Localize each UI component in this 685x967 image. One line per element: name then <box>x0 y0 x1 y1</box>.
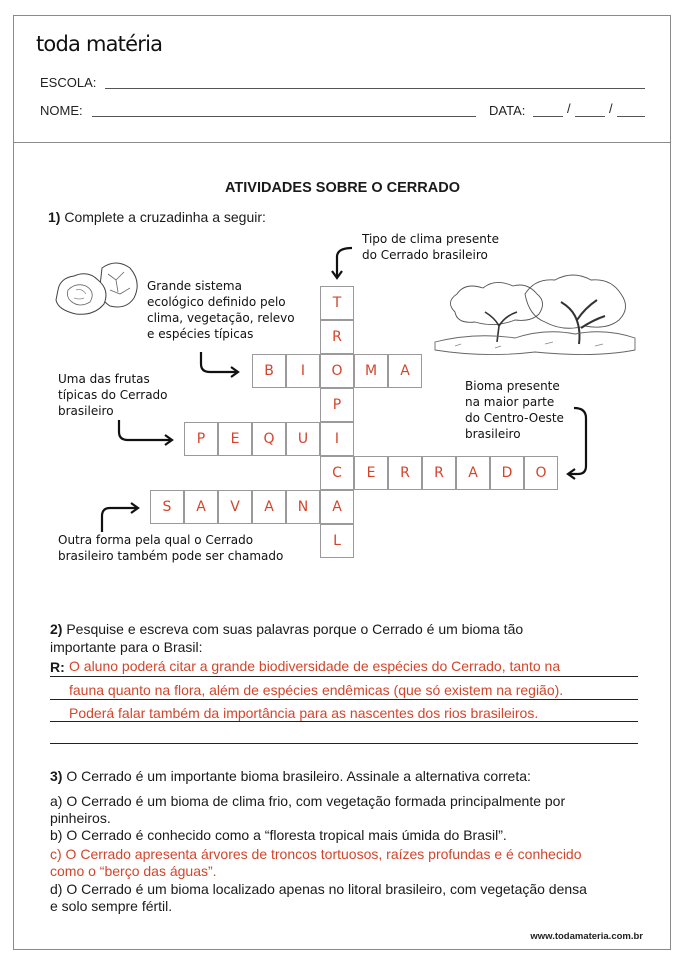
crossword-cell[interactable]: E <box>218 422 252 456</box>
date-day-field[interactable] <box>533 116 563 117</box>
crossword-cell[interactable]: N <box>286 490 320 524</box>
clue-line: típicas do Cerrado <box>58 388 168 402</box>
logo: toda matéria <box>36 32 163 56</box>
question-number: 2) <box>50 621 63 637</box>
date-month-field[interactable] <box>575 116 605 117</box>
clue-line: brasileiro <box>465 427 521 441</box>
option-b[interactable] <box>50 827 650 844</box>
option-d[interactable] <box>50 881 650 915</box>
arrow-down-icon <box>328 246 358 282</box>
crossword-cell[interactable]: E <box>354 456 388 490</box>
question-text: Complete a cruzadinha a seguir: <box>64 209 266 225</box>
answer-label: R: <box>50 659 65 675</box>
clue-line: Uma das frutas <box>58 372 150 386</box>
clue-line: Outra forma pela qual o Cerrado <box>58 533 254 547</box>
crossword-cell[interactable]: S <box>150 490 184 524</box>
date-year-field[interactable] <box>617 116 645 117</box>
footer-url[interactable]: www.todamateria.com.br <box>530 931 643 942</box>
question-text: importante para o Brasil: <box>50 639 203 655</box>
answer-line-1: O aluno poderá citar a grande biodiversidade de espécies do Cerrado, tanto na <box>69 658 561 674</box>
date-separator: / <box>609 101 613 116</box>
clue-line: do Cerrado brasileiro <box>362 248 488 262</box>
question-1 <box>48 208 266 226</box>
crossword-cell[interactable]: L <box>320 524 354 558</box>
date-label: DATA: <box>489 103 526 118</box>
option-text: a) O Cerrado é um bioma de clima frio, com vegetação formada principalmente por <box>50 793 566 809</box>
cerrado-tree-illustration <box>435 272 635 367</box>
crossword-cell[interactable]: I <box>286 354 320 388</box>
clue-pequi <box>58 371 168 419</box>
answer-rule <box>50 721 638 722</box>
clue-line: ecológico definido pelo <box>147 295 286 309</box>
option-text: e solo sempre fértil. <box>50 898 173 914</box>
clue-line: Bioma presente <box>465 379 560 393</box>
arrow-right-icon <box>116 418 178 446</box>
crossword-cell[interactable]: C <box>320 456 354 490</box>
option-text: d) O Cerrado é um bioma localizado apenas no litoral brasileiro, com vegetação densa <box>50 881 587 897</box>
pequi-fruit-illustration <box>50 260 145 320</box>
clue-line: e espécies típicas <box>147 327 254 341</box>
school-field[interactable] <box>105 88 645 89</box>
crossword-cell[interactable]: I <box>320 422 354 456</box>
crossword-cell[interactable]: M <box>354 354 388 388</box>
answer-rule <box>50 699 638 700</box>
date-separator: / <box>567 101 571 116</box>
option-a[interactable] <box>50 793 650 827</box>
crossword-cell[interactable]: O <box>320 354 354 388</box>
answer-rule[interactable] <box>50 743 638 744</box>
crossword-cell[interactable]: A <box>456 456 490 490</box>
question-text: O Cerrado é um importante bioma brasileiro. Assinale a alternativa correta: <box>66 768 531 784</box>
crossword-cell[interactable]: U <box>286 422 320 456</box>
question-number: 1) <box>48 209 61 225</box>
clue-line: na maior parte <box>465 395 555 409</box>
clue-line: clima, vegetação, relevo <box>147 311 295 325</box>
arrow-up-right-icon <box>98 500 144 536</box>
answer-line-3: Poderá falar também da importância para as nascentes dos rios brasileiros. <box>69 705 539 721</box>
crossword-cell[interactable]: T <box>320 286 354 320</box>
name-label: NOME: <box>40 103 83 118</box>
clue-line: brasileiro <box>58 404 114 418</box>
crossword-cell[interactable]: Q <box>252 422 286 456</box>
clue-tropical <box>362 231 499 263</box>
question-3 <box>50 767 531 785</box>
question-text: Pesquise e escreva com suas palavras porque o Cerrado é um bioma tão <box>66 621 524 637</box>
arrow-left-icon <box>566 406 596 478</box>
clue-line: do Centro-Oeste <box>465 411 564 425</box>
option-text: c) O Cerrado apresenta árvores de troncos tortuosos, raízes profundas e é conhecido <box>50 846 582 862</box>
crossword-cell[interactable]: R <box>422 456 456 490</box>
answer-line-2: fauna quanto na flora, além de espécies endêmicas (que só existem na região). <box>69 682 564 698</box>
crossword-cell[interactable]: P <box>184 422 218 456</box>
crossword-cell[interactable]: B <box>252 354 286 388</box>
clue-line: Grande sistema <box>147 279 242 293</box>
name-field[interactable] <box>92 116 476 117</box>
question-2 <box>50 620 650 656</box>
crossword-cell[interactable]: A <box>252 490 286 524</box>
clue-cerrado <box>465 378 564 442</box>
crossword-cell[interactable]: P <box>320 388 354 422</box>
crossword-cell[interactable]: V <box>218 490 252 524</box>
arrow-right-icon <box>198 350 244 378</box>
page-title: ATIVIDADES SOBRE O CERRADO <box>225 180 460 196</box>
crossword-cell[interactable]: A <box>320 490 354 524</box>
option-text: b) O Cerrado é conhecido como a “floresta tropical mais úmida do Brasil”. <box>50 827 507 843</box>
clue-line: brasileiro também pode ser chamado <box>58 549 284 563</box>
option-c-correct[interactable] <box>50 846 650 880</box>
question-number: 3) <box>50 768 63 784</box>
clue-savana <box>58 532 283 564</box>
crossword-cell[interactable]: A <box>184 490 218 524</box>
option-text: pinheiros. <box>50 810 111 826</box>
school-label: ESCOLA: <box>40 75 97 90</box>
answer-rule <box>50 676 638 677</box>
crossword-cell[interactable]: D <box>490 456 524 490</box>
crossword-cell[interactable]: R <box>388 456 422 490</box>
option-text: como o “berço das águas”. <box>50 863 217 879</box>
clue-bioma <box>147 278 295 342</box>
crossword-cell[interactable]: A <box>388 354 422 388</box>
crossword-cell[interactable]: R <box>320 320 354 354</box>
clue-line: Tipo de clima presente <box>362 232 500 246</box>
header-divider <box>13 142 671 143</box>
crossword-cell[interactable]: O <box>524 456 558 490</box>
question-line <box>50 620 650 638</box>
